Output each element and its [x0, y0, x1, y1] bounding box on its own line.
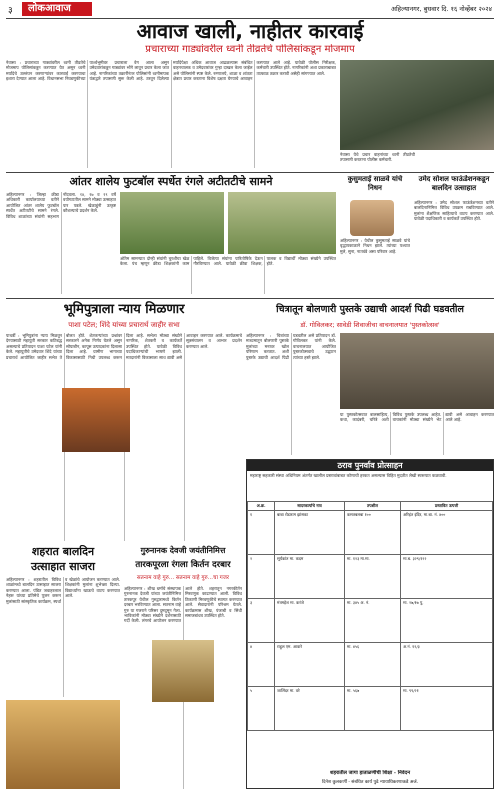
table-row	[248, 511, 493, 555]
books-photo	[340, 333, 494, 409]
books-body-left: अहिल्यानगर : चित्रांच्या माध्यमातून बोलणारी पुस्तके मुलांच्या मनावर खोल परिणाम करतात. अशी पुस्तके उद्याची आदर्श पिढी घडवतील असे प्रतिपादन डॉ. गोविलकर यांनी केले. वाचनालयात आयोजित पुस्तकोत्सवाचे उद्घाटन त्यांच्या हस्ते झाले.	[246, 333, 336, 360]
football-body-left: अहिल्यानगर : जिल्हा क्रीडा अधिकारी कार्यालयाच्या वतीने आयोजित आंतर शालेय फुटबॉल स्पर्धेत अटीतटीचे सामने रंगले. विविध शाळांच्या संघांनी सहभाग नोंदवला. १४, १७ व १९ वर्षे वयोगटातील सामने मोठ्या उत्साहात पार पडले. खेळाडूंनी उत्कृष्ट कौशल्याचे प्रदर्शन केले.	[6, 192, 116, 219]
notice-col-header: सादरकर्त्याचे नाव	[275, 502, 345, 511]
table-cell: अ.नं. १२/३	[401, 643, 493, 687]
table-row	[248, 599, 493, 643]
public-notice	[246, 459, 494, 789]
obituary-portrait	[350, 200, 394, 236]
football-photo-2	[228, 192, 336, 254]
table-row	[248, 555, 493, 599]
books-headline: चित्रातून बोलणारी पुस्तके उद्याची आदर्श पिढी घडवतील	[276, 304, 464, 315]
baldin-headline: शहरात बालदिन	[31, 545, 95, 558]
table-cell: मा. ९९/२१	[401, 687, 493, 731]
baldin-photo	[6, 700, 120, 789]
table-cell: मा. ३४५ अ. नं.	[344, 599, 400, 643]
masthead-rule	[6, 18, 494, 19]
gurunanak-banner: सतनाम वाहे गुरु... सतनाम वाहे गुरु...चा गजर	[136, 575, 230, 581]
table-cell: अरिहंत इंदिर, मा.बा. नं. ४००	[401, 511, 493, 555]
table-cell: ५	[248, 687, 275, 731]
umed-headline: उमेद सोशल फाऊंडेशनकडून बालदिन उत्साहात	[418, 175, 490, 192]
table-cell: २	[248, 555, 275, 599]
table-cell: बाबा रोडाराम झांसका	[275, 511, 345, 555]
table-cell: मा.ब. ३२९/१२२	[401, 555, 493, 599]
lead-subhead: प्रचाराच्या गाड्यांवरील ध्वनी तीव्रतेचे पोलिसांकडून मोजमाप	[145, 44, 355, 55]
page-number: ३	[8, 6, 13, 16]
obituary-body: अहिल्यानगर : येथील कुसुमताई साळवे यांचे वृद्धापकाळाने निधन झाले. त्यांच्या पश्चात मुले, सुना, नातवंडे असा परिवार आहे.	[340, 238, 410, 254]
gurunanak-photo	[152, 640, 214, 702]
baldin-headline-2: उत्साहात साजरा	[30, 560, 96, 573]
table-cell: मा. ५६७	[344, 687, 400, 731]
umed-body: अहिल्यानगर : उमेद सोशल फाऊंडेशनच्या वतीने बालदिनानिमित्त विविध उपक्रम राबविण्यात आले. मुलांना शैक्षणिक साहित्याचे वाटप करण्यात आले. यावेळी पदाधिकारी व कार्यकर्ते उपस्थित होते.	[414, 200, 494, 222]
gurunanak-headline-2: तारकपूरला रंगला किर्तन दरबार	[135, 560, 231, 570]
lead-body: नेवासा : प्रचाराच्या गाड्यांवरील ध्वनी तीव्रतेचे मोजमाप पोलिसांकडून करण्यात येत असून ध्वनी मर्यादेचे उल्लंघन करणाऱ्यांवर कारवाई करण्याचा इशारा देण्यात आला आहे. विधानसभा निवडणुकीच्या पार्श्वभूमीवर प्रचाराला वेग आला असून उमेदवारांकडून गाड्यांवर भोंगे लावून प्रचार केला जात आहे. नागरिकांच्या तक्रारींनंतर पोलिसांनी ध्वनीमापक यंत्राद्वारे तपासणी सुरू केली आहे. ठरवून दिलेल्या मर्यादेपेक्षा अधिक आवाज आढळल्यास संबंधित वाहनचालक व उमेदवारांवर गुन्हा दाखल केला जाईल असे पोलिसांनी स्पष्ट केले. रुग्णालये, शाळा व शांतता क्षेत्रात प्रचार करताना विशेष दक्षता घेण्याचे आवाहन करण्यात आले आहे. यावेळी पोलीस निरीक्षक, कर्मचारी उपस्थित होते. नागरिकांनी अशा प्रकाराबाबत तात्काळ तक्रार करावी असेही सांगण्यात आले.	[6, 60, 336, 82]
lead-headline: आवाज खाली, नाहीतर कारवाई	[136, 20, 364, 42]
notice-col-header: प्रस्तावित उत्पत्ती	[401, 502, 493, 511]
bhumiputra-subhead: पाशा पटेल; शिंदे यांच्या प्रचारार्थ जाहीर सभा	[68, 321, 180, 329]
baldin-body: अहिल्यानगर : शहरातील विविध शाळांमध्ये बालदिन उत्साहात साजरा करण्यात आला. पंडित जवाहरलाल नेहरू यांच्या प्रतिमेचे पूजन करून मुलांसाठी सांस्कृतिक कार्यक्रम, स्पर्धा व खेळांचे आयोजन करण्यात आले. शिक्षकांनी मुलांना शुभेच्छा दिल्या. विद्यार्थ्यांना खाऊचे वाटप करण्यात आले.	[6, 577, 120, 604]
notice-title: ठराव पुनर्वाव प्रोत्साहन	[247, 460, 493, 471]
section-rule-2	[6, 298, 494, 299]
notice-footer: शहरातील जागा हाताळणीची शिक्षा - निवेदन	[330, 770, 410, 776]
table-cell: सूर्यकांत मा. कदम	[275, 555, 345, 599]
bhumiputra-headline: भूमिपुत्राला न्याय मिळणार	[63, 302, 185, 317]
table-row	[248, 643, 493, 687]
gurunanak-headline: गुरुनानक देवजी जयंतीनिमित्त	[140, 546, 226, 555]
lead-photo-caption: नेवासा येथे प्रचार वाहनांच्या ध्वनी तीव्रतेची तपासणी करताना पोलीस कर्मचारी.	[340, 152, 415, 163]
lead-photo	[340, 60, 494, 150]
football-photo	[120, 192, 224, 254]
table-cell: मा. १२३ मा.मा.	[344, 555, 400, 599]
football-headline: आंतर शालेय फुटबॉल स्पर्धेत रंगले अटीतटीचे सामने	[69, 175, 273, 188]
obituary-headline: कुसुमताई साळवे यांचे निधन	[347, 175, 403, 192]
table-cell: ३	[248, 599, 275, 643]
notice-footer-2: दिनेश कुलकर्णी - संबंधित कार्य पुढे न्यायाधिकरणाकडे अर्ज.	[321, 780, 419, 785]
bhumiputra-photo	[62, 388, 130, 452]
table-cell: ४	[248, 643, 275, 687]
table-cell: मा. ४५६	[344, 643, 400, 687]
section-rule	[6, 172, 494, 173]
football-body-right: अंतिम सामन्यात दोन्ही संघांनी चुरशीचा खेळ केला. पंच म्हणून क्रीडा शिक्षकांनी काम पाहिले. विजेत्या संघांना पारितोषिके देऊन गौरविण्यात आले. यावेळी क्रीडा शिक्षक, पालक व विद्यार्थी मोठ्या संख्येने उपस्थित होते.	[120, 256, 336, 267]
gurunanak-body: अहिल्यानगर : शीख धर्माचे संस्थापक गुरुनानक देवजी यांच्या जयंतीनिमित्त तारकपूर येथील गुरुद्वारामध्ये किर्तन दरबार भरविण्यात आला. सतनाम वाहे गुरु या गजराने परिसर दुमदुमून गेला. भाविकांनी मोठ्या संख्येने दर्शनासाठी गर्दी केली. लंगरचे आयोजन करण्यात आले होते. शहरातून नगरकीर्तन मिरवणूक काढण्यात आली. विविध ठिकाणी मिरवणुकीचे स्वागत करण्यात आले. सेवादारांनी परिश्रम घेतले. कार्यक्रमास शीख, पंजाबी व सिंधी समाजबांधव उपस्थित होते.	[124, 586, 242, 624]
notice-table	[247, 501, 493, 731]
table-cell: मंत्रमहेश मा. करंजे	[275, 599, 345, 643]
notice-col-header: अ.क्र.	[248, 502, 275, 511]
notice-intro: महाराष्ट्र सहकारी संस्था अधिनियम अंतर्गत खालील प्रस्तावांबाबत कोणाची हरकत असल्यास विहित मुदतीत लेखी स्वरूपात कळवावी.	[250, 473, 447, 478]
dateline: अहिल्यानगर, बुधवार दि. १६ नोव्हेंबर २०२४	[391, 5, 492, 13]
table-cell: राहुल एम. आवारे	[275, 643, 345, 687]
notice-col-header: तपशील	[344, 502, 400, 511]
table-cell: कसतबलबा १००	[344, 511, 400, 555]
bhumiputra-body: पाथर्डी : भूमिपुत्रांना न्याय मिळवून देण्यासाठी महायुती सरकार कटिबद्ध असल्याचे प्रतिपादन पाशा पटेल यांनी केले. महायुतीचे उमेदवार शिंदे यांच्या प्रचारार्थ आयोजित जाहीर सभेत ते बोलत होते. शेतकऱ्यांच्या प्रश्नांवर सरकारने अनेक निर्णय घेतले असून सोयाबीन, कापूस उत्पादकांना दिलासा दिला आहे. ग्रामीण भागाच्या विकासासाठी निधी उपलब्ध करून दिला आहे. सभेला मोठ्या संख्येने नागरिक, शेतकरी व कार्यकर्ते उपस्थित होते. यावेळी विविध पदाधिकाऱ्यांची भाषणे झाली. मतदारांनी विकासाला साथ द्यावी असे आवाहन करण्यात आले. कार्यक्रमाचे सूत्रसंचालन व आभार प्रदर्शन करण्यात आले.	[6, 333, 242, 360]
books-body-right: या पुस्तकोत्सवात बालसाहित्य, कथा, कादंबरी, चरित्रे अशी विविध पुस्तके उपलब्ध आहेत. वाचकांनी मोठ्या संख्येने भेट द्यावी असे आवाहन करण्यात आले आहे.	[340, 412, 494, 423]
books-subhead: डॉ. गोविलकर; सावेडी शिवाजीचा वाचनालयात 'पुस्तकोत्सव'	[300, 321, 440, 329]
table-cell: जालिंदर मा. वरे	[275, 687, 345, 731]
table-cell: मा. २७/१७ पु.	[401, 599, 493, 643]
newspaper-logo: लोकआवाज	[22, 2, 92, 16]
table-cell: १	[248, 511, 275, 555]
table-row	[248, 687, 493, 731]
